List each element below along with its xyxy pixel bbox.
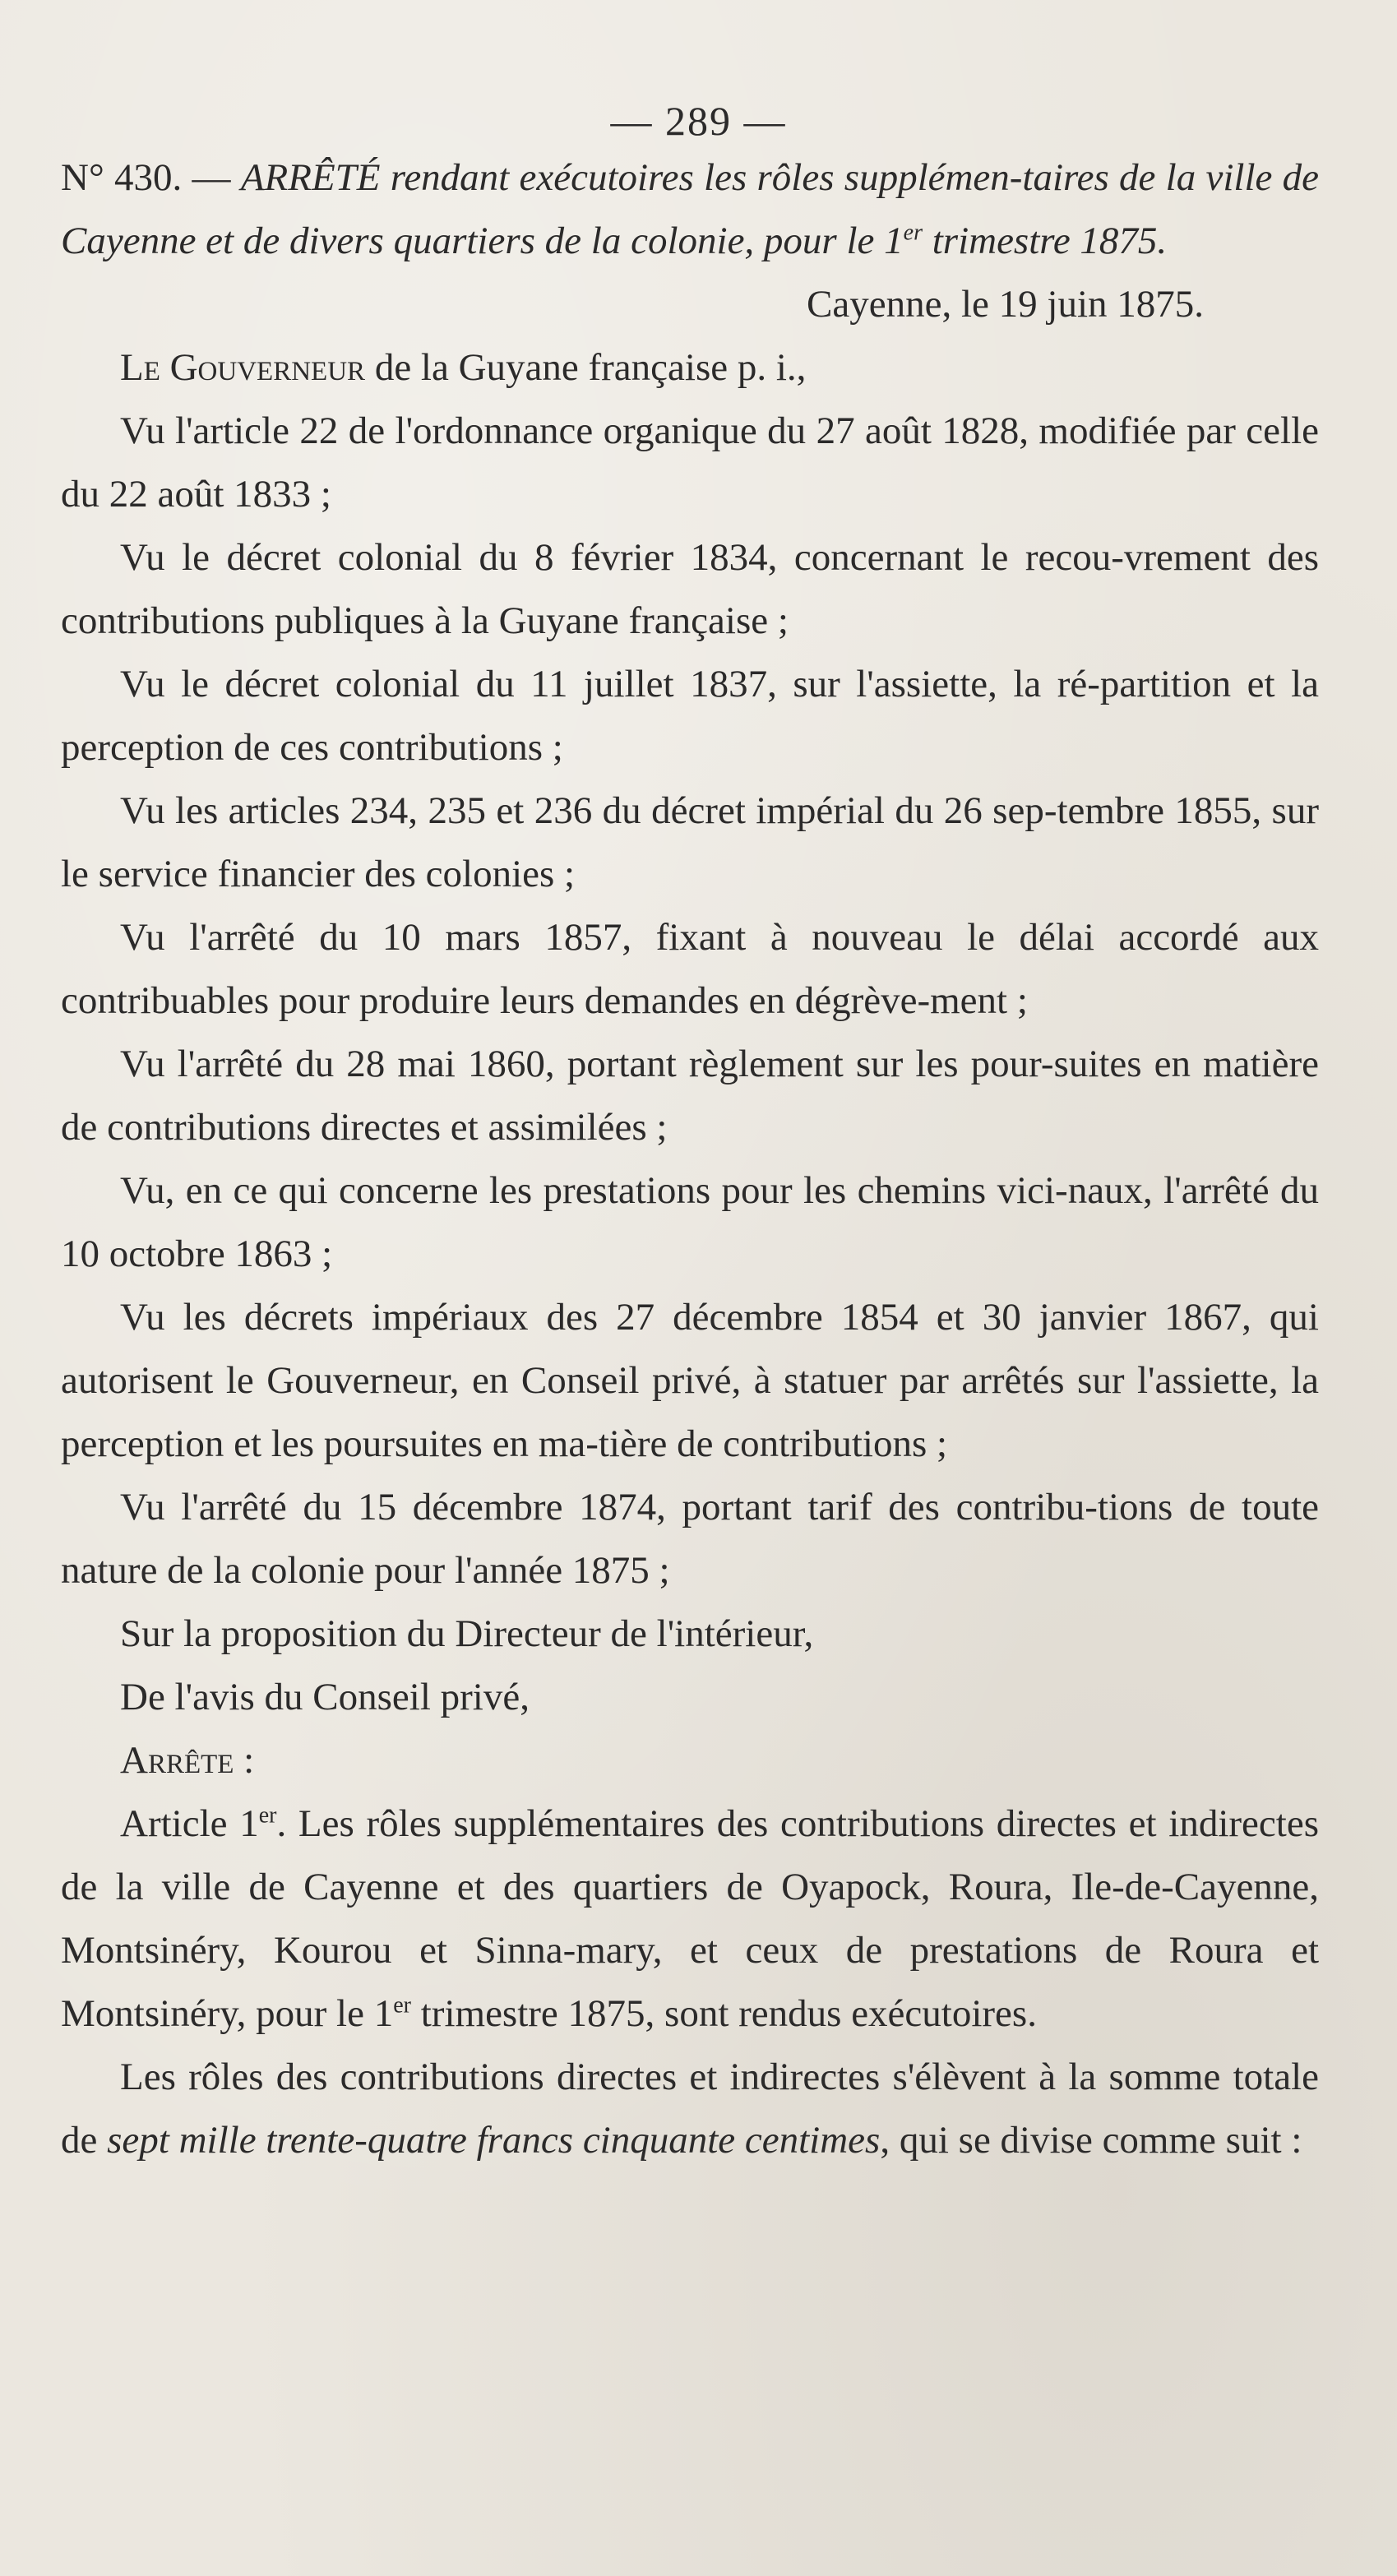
consideration-item: De l'avis du Conseil privé, [120, 1676, 530, 1718]
decree-title [61, 156, 1319, 262]
decree-title-text: ARRÊTÉ rendant exécutoires les rôles supplémen-taires de la ville de Cayenne et de divers quartiers de la colonie, pour le 1 [61, 156, 1319, 262]
consideration-item: Vu l'article 22 de l'ordonnance organique du 27 août 1828, modifiée par celle du 22 août 1833 ; [61, 409, 1319, 516]
consideration-item: Vu les articles 234, 235 et 236 du décret impérial du 26 sep-tembre 1855, sur le service financier des colonies ; [61, 789, 1319, 895]
article-1-text: . Les rôles supplémentaires des contributions directes et indirectes de la ville de Cayenne et des quartiers de Oyapock, Roura, Ile-de-Cayenne, Montsinéry, Kourou et Sinna-mary, et ceux de prestations de Roura et Montsinéry, pour le 1 [61, 1802, 1319, 2035]
decree-title-end: trimestre 1875. [922, 220, 1168, 262]
article-1 [61, 1792, 1319, 2046]
consideration-item: Vu l'arrêté du 15 décembre 1874, portant tarif des contribu-tions de toute nature de la colonie pour l'année 1875 ; [61, 1486, 1319, 1592]
final-paragraph-amount: sept mille trente-quatre francs cinquante centimes [107, 2119, 881, 2162]
arrete-label: Arrête : [120, 1739, 255, 1782]
article-1-text-end: trimestre 1875, sont rendus exécutoires. [411, 1992, 1037, 2035]
consideration-item: Vu le décret colonial du 8 février 1834, concernant le recou-vrement des contributions publiques à la Guyane française ; [61, 536, 1319, 642]
dateline: Cayenne, le 19 juin 1875. [807, 283, 1204, 326]
page-number: — 289 — [610, 98, 787, 144]
decree-title-sup: er [903, 220, 923, 246]
consideration-item: Vu l'arrêté du 10 mars 1857, fixant à nouveau le délai accordé aux contribuables pour produire leurs demandes en dégrève-ment ; [61, 916, 1319, 1022]
final-paragraph [61, 2046, 1319, 2172]
final-paragraph-text: Les rôles des contributions directes et indirectes s'élèvent à la somme totale de [61, 2056, 1319, 2162]
consideration-item: Vu les décrets impériaux des 27 décembre 1854 et 30 janvier 1867, qui autorisent le Gouverneur, en Conseil privé, à statuer par arrêtés sur l'assiette, la perception et les poursuites en ma-tière de contributions ; [61, 1296, 1319, 1465]
consideration-item: Vu l'arrêté du 28 mai 1860, portant règlement sur les pour-suites en matière de contributions directes et assimilées ; [61, 1043, 1319, 1149]
consideration-item: Vu le décret colonial du 11 juillet 1837, sur l'assiette, la ré-partition et la perception de ces contributions ; [61, 663, 1319, 769]
decree-number: N° 430. — [61, 156, 231, 199]
consideration-item: Sur la proposition du Directeur de l'intérieur, [120, 1612, 814, 1655]
governor-label: Le Gouverneur [120, 346, 366, 389]
governor-line [61, 336, 1319, 400]
article-1-label: Article 1 [120, 1802, 259, 1845]
consideration-item: Vu, en ce qui concerne les prestations pour les chemins vici-naux, l'arrêté du 10 octobre 1863 ; [61, 1169, 1319, 1275]
decree-heading [61, 146, 1319, 273]
article-1-label-sup: er [258, 1802, 277, 1829]
document-body [61, 146, 1319, 2172]
article-1-text-sup: er [393, 1992, 411, 2019]
governor-text: de la Guyane française p. i., [365, 346, 807, 389]
final-paragraph-end: , qui se divise comme suit : [880, 2119, 1302, 2162]
